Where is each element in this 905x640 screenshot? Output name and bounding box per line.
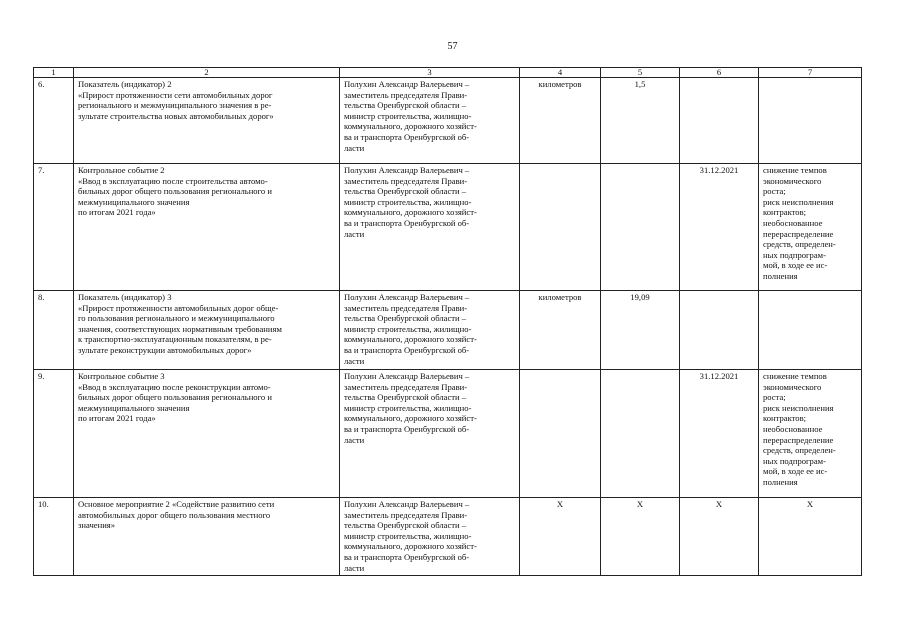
risks-cell xyxy=(759,78,862,164)
header-col-5: 5 xyxy=(601,68,680,78)
risks-cell-line: контрактов; xyxy=(763,207,807,218)
risks-cell-line: контрактов; xyxy=(763,413,807,424)
risks-cell-line: роста; xyxy=(763,392,786,403)
responsible-cell-line: ласти xyxy=(344,142,365,153)
header-col-7: 7 xyxy=(759,68,862,78)
responsible-cell-line: ва и транспорта Оренбургской об- xyxy=(344,423,470,434)
risks-cell-line: средств, определен- xyxy=(763,239,836,250)
header-col-3: 3 xyxy=(340,68,520,78)
responsible-cell-line: ва и транспорта Оренбургской об- xyxy=(344,217,470,228)
unit-cell: километров xyxy=(520,291,601,370)
responsible-cell-line: министр строительства, жилищно- xyxy=(344,530,472,541)
risks-cell xyxy=(759,291,862,370)
row-number-cell: 9. xyxy=(34,370,74,498)
row-number-cell: 10. xyxy=(34,498,74,576)
date-cell: Х xyxy=(680,498,759,576)
item-title-cell-line: «Ввод в эксплуатацию после строительства автомо- xyxy=(78,175,268,186)
item-title-cell xyxy=(74,164,340,291)
risks-cell-line: ных подпрограм- xyxy=(763,249,826,260)
item-title-cell-line: «Прирост протяженности сети автомобильных дорог xyxy=(78,89,273,100)
responsible-cell-line: коммунального, дорожного хозяйст- xyxy=(344,334,477,345)
table-row xyxy=(34,164,862,291)
risks-cell-line: мой, в ходе ее ис- xyxy=(763,466,828,477)
risks-cell-line: снижение темпов xyxy=(763,371,827,381)
risks-cell-line: экономического xyxy=(763,175,822,186)
item-title-cell-line: Контрольное событие 3 xyxy=(78,371,165,381)
item-title-cell-line: бильных дорог общего пользования регионального и xyxy=(78,186,272,197)
responsible-cell-line: ва и транспорта Оренбургской об- xyxy=(344,551,470,562)
responsible-cell-line: заместитель председателя Прави- xyxy=(344,509,468,520)
header-col-6: 6 xyxy=(680,68,759,78)
header-row xyxy=(34,68,862,78)
responsible-cell-line: министр строительства, жилищно- xyxy=(344,323,472,334)
table-row xyxy=(34,291,862,370)
unit-cell: Х xyxy=(520,498,601,576)
header-col-1: 1 xyxy=(34,68,74,78)
risks-cell-line: необоснованное xyxy=(763,423,823,434)
responsible-cell-line: ласти xyxy=(344,355,365,366)
risks-cell: Х xyxy=(759,498,862,576)
risks-cell-line: мой, в ходе ее ис- xyxy=(763,260,828,271)
value-cell xyxy=(601,370,680,498)
risks-cell-line: ных подпрограм- xyxy=(763,455,826,466)
responsible-cell-line: заместитель председателя Прави- xyxy=(344,381,468,392)
responsible-cell-line: тельства Оренбургской области – xyxy=(344,100,467,111)
item-title-cell xyxy=(74,78,340,164)
risks-cell-line: полнения xyxy=(763,270,798,281)
risks-cell-line: полнения xyxy=(763,476,798,487)
responsible-cell-line: ласти xyxy=(344,434,365,445)
table-row xyxy=(34,370,862,498)
responsible-cell xyxy=(340,78,520,164)
value-cell: 19,09 xyxy=(601,291,680,370)
value-cell: Х xyxy=(601,498,680,576)
item-title-cell-line: к транспортно-эксплуатационным показателям, в ре- xyxy=(78,334,272,345)
responsible-cell-line: коммунального, дорожного хозяйст- xyxy=(344,413,477,424)
header-col-2: 2 xyxy=(74,68,340,78)
responsible-cell-line: министр строительства, жилищно- xyxy=(344,110,472,121)
risks-cell-line: перераспределение xyxy=(763,434,834,445)
table-row xyxy=(34,78,862,164)
item-title-cell-line: межмуниципального значения xyxy=(78,402,190,413)
responsible-cell-line: Полухин Александр Валерьевич – xyxy=(344,79,470,89)
item-title-cell-line: по итогам 2021 года» xyxy=(78,207,156,218)
item-title-cell-line: значения, соответствующих нормативным требованиям xyxy=(78,323,282,334)
unit-cell xyxy=(520,370,601,498)
risks-cell-line: снижение темпов xyxy=(763,165,827,175)
item-title-cell-line: значения» xyxy=(78,520,116,531)
responsible-cell xyxy=(340,370,520,498)
item-title-cell-line: по итогам 2021 года» xyxy=(78,413,156,424)
risks-cell-line: средств, определен- xyxy=(763,445,836,456)
responsible-cell-line: коммунального, дорожного хозяйст- xyxy=(344,207,477,218)
responsible-cell-line: Полухин Александр Валерьевич – xyxy=(344,371,470,381)
risks-cell-line: необоснованное xyxy=(763,217,823,228)
responsible-cell-line: министр строительства, жилищно- xyxy=(344,402,472,413)
risks-cell-line: роста; xyxy=(763,186,786,197)
item-title-cell xyxy=(74,370,340,498)
responsible-cell-line: коммунального, дорожного хозяйст- xyxy=(344,541,477,552)
item-title-cell-line: межмуниципального значения xyxy=(78,196,190,207)
risks-cell-line: риск неисполнения xyxy=(763,402,834,413)
responsible-cell xyxy=(340,498,520,576)
responsible-cell-line: заместитель председателя Прави- xyxy=(344,175,468,186)
item-title-cell-line: Контрольное событие 2 xyxy=(78,165,165,175)
responsible-cell-line: тельства Оренбургской области – xyxy=(344,392,467,403)
responsible-cell-line: коммунального, дорожного хозяйст- xyxy=(344,121,477,132)
responsible-cell-line: Полухин Александр Валерьевич – xyxy=(344,165,470,175)
responsible-cell-line: ва и транспорта Оренбургской об- xyxy=(344,344,470,355)
item-title-cell-line: го пользования регионального и межмуниципального xyxy=(78,313,275,324)
item-title-cell xyxy=(74,498,340,576)
responsible-cell-line: тельства Оренбургской области – xyxy=(344,186,467,197)
item-title-cell-line: «Прирост протяженности автомобильных дорог обще- xyxy=(78,302,279,313)
date-cell xyxy=(680,291,759,370)
date-cell xyxy=(680,78,759,164)
item-title-cell-line: бильных дорог общего пользования регионального и xyxy=(78,392,272,403)
row-number-cell: 8. xyxy=(34,291,74,370)
date-cell: 31.12.2021 xyxy=(680,370,759,498)
page-number: 57 xyxy=(447,41,458,52)
responsible-cell-line: ласти xyxy=(344,228,365,239)
item-title-cell xyxy=(74,291,340,370)
item-title-cell-line: зультате строительства новых автомобильных дорог» xyxy=(78,110,274,121)
item-title-cell-line: Показатель (индикатор) 3 xyxy=(78,292,172,302)
responsible-cell-line: ва и транспорта Оренбургской об- xyxy=(344,131,470,142)
responsible-cell-line: тельства Оренбургской области – xyxy=(344,313,467,324)
unit-cell: километров xyxy=(520,78,601,164)
risks-cell xyxy=(759,370,862,498)
responsible-cell xyxy=(340,291,520,370)
item-title-cell-line: Основное мероприятие 2 «Содействие развитию сети xyxy=(78,499,275,509)
row-number-cell: 7. xyxy=(34,164,74,291)
unit-cell xyxy=(520,164,601,291)
responsible-cell xyxy=(340,164,520,291)
row-number-cell: 6. xyxy=(34,78,74,164)
header-col-4: 4 xyxy=(520,68,601,78)
risks-cell xyxy=(759,164,862,291)
responsible-cell-line: тельства Оренбургской области – xyxy=(344,520,467,531)
risks-cell-line: перераспределение xyxy=(763,228,834,239)
responsible-cell-line: Полухин Александр Валерьевич – xyxy=(344,292,470,302)
item-title-cell-line: регионального и межмуниципального значения в ре- xyxy=(78,100,272,111)
responsible-cell-line: министр строительства, жилищно- xyxy=(344,196,472,207)
table-row xyxy=(34,498,862,576)
risks-cell-line: риск неисполнения xyxy=(763,196,834,207)
responsible-cell-line: заместитель председателя Прави- xyxy=(344,302,468,313)
item-title-cell-line: «Ввод в эксплуатацию после реконструкции автомо- xyxy=(78,381,271,392)
item-title-cell-line: Показатель (индикатор) 2 xyxy=(78,79,172,89)
responsible-cell-line: заместитель председателя Прави- xyxy=(344,89,468,100)
date-cell: 31.12.2021 xyxy=(680,164,759,291)
value-cell: 1,5 xyxy=(601,78,680,164)
risks-cell-line: экономического xyxy=(763,381,822,392)
responsible-cell-line: ласти xyxy=(344,562,365,573)
plan-table xyxy=(33,67,862,576)
item-title-cell-line: автомобильных дорог общего пользования местного xyxy=(78,509,271,520)
responsible-cell-line: Полухин Александр Валерьевич – xyxy=(344,499,470,509)
value-cell xyxy=(601,164,680,291)
item-title-cell-line: зультате реконструкции автомобильных дорог» xyxy=(78,344,252,355)
